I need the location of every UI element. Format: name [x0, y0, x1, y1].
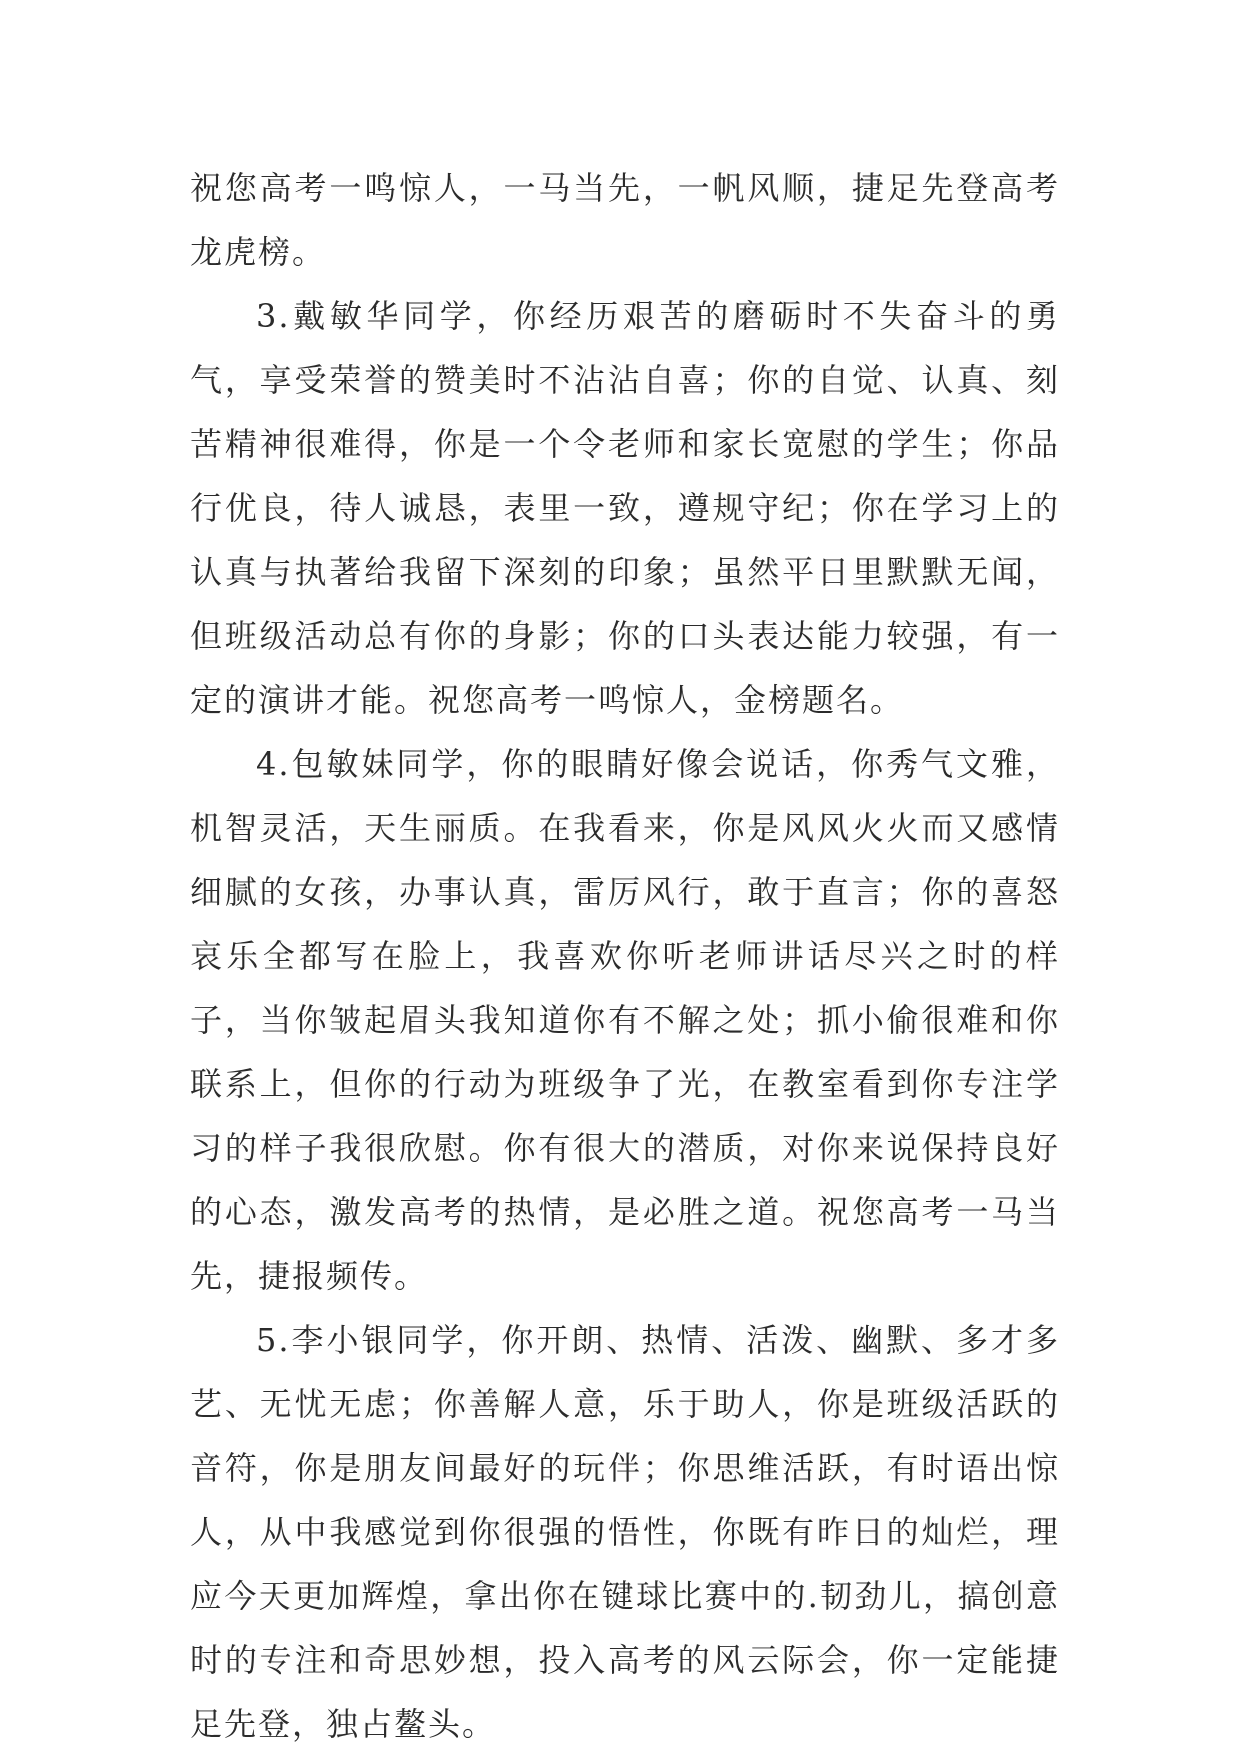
paragraph-closing-wish: 祝您高考一鸣惊人，一马当先，一帆风顺，捷足先登高考龙虎榜。 [190, 169, 1060, 271]
paragraph-student-4: 4.包敏妹同学，你的眼睛好像会说话，你秀气文雅，机智灵活，天生丽质。在我看来，你是风风火火而又感情细腻的女孩，办事认真，雷厉风行，敢于直言；你的喜怒哀乐全都写在脸上，我喜欢你听老师讲话尽兴之时的样子，当你皱起眉头我知道你有不解之处；抓小偷很难和你联系上，但你的行动为班级争了光，在教室看到你专注学习的样子我很欣慰。你有很大的潜质，对你来说保持良好的心态，激发高考的热情，是必胜之道。祝您高考一马当先，捷报频传。 [190, 745, 1060, 1295]
paragraph-student-5: 5.李小银同学，你开朗、热情、活泼、幽默、多才多艺、无忧无虑；你善解人意，乐于助人，你是班级活跃的音符，你是朋友间最好的玩伴；你思维活跃，有时语出惊人，从中我感觉到你很强的悟性，你既有昨日的灿烂，理应今天更加辉煌，拿出你在键球比赛中的.韧劲儿，搞创意时的专注和奇思妙想，投入高考的风云际会，你一定能捷足先登，独占鳌头。 [190, 1321, 1060, 1743]
document-body [190, 156, 1060, 1756]
paragraph-student-3: 3.戴敏华同学，你经历艰苦的磨砺时不失奋斗的勇气，享受荣誉的赞美时不沾沾自喜；你的自觉、认真、刻苦精神很难得，你是一个令老师和家长宽慰的学生；你品行优良，待人诚恳，表里一致，遵规守纪；你在学习上的认真与执著给我留下深刻的印象；虽然平日里默默无闻，但班级活动总有你的身影；你的口头表达能力较强，有一定的演讲才能。祝您高考一鸣惊人，金榜题名。 [190, 297, 1060, 719]
